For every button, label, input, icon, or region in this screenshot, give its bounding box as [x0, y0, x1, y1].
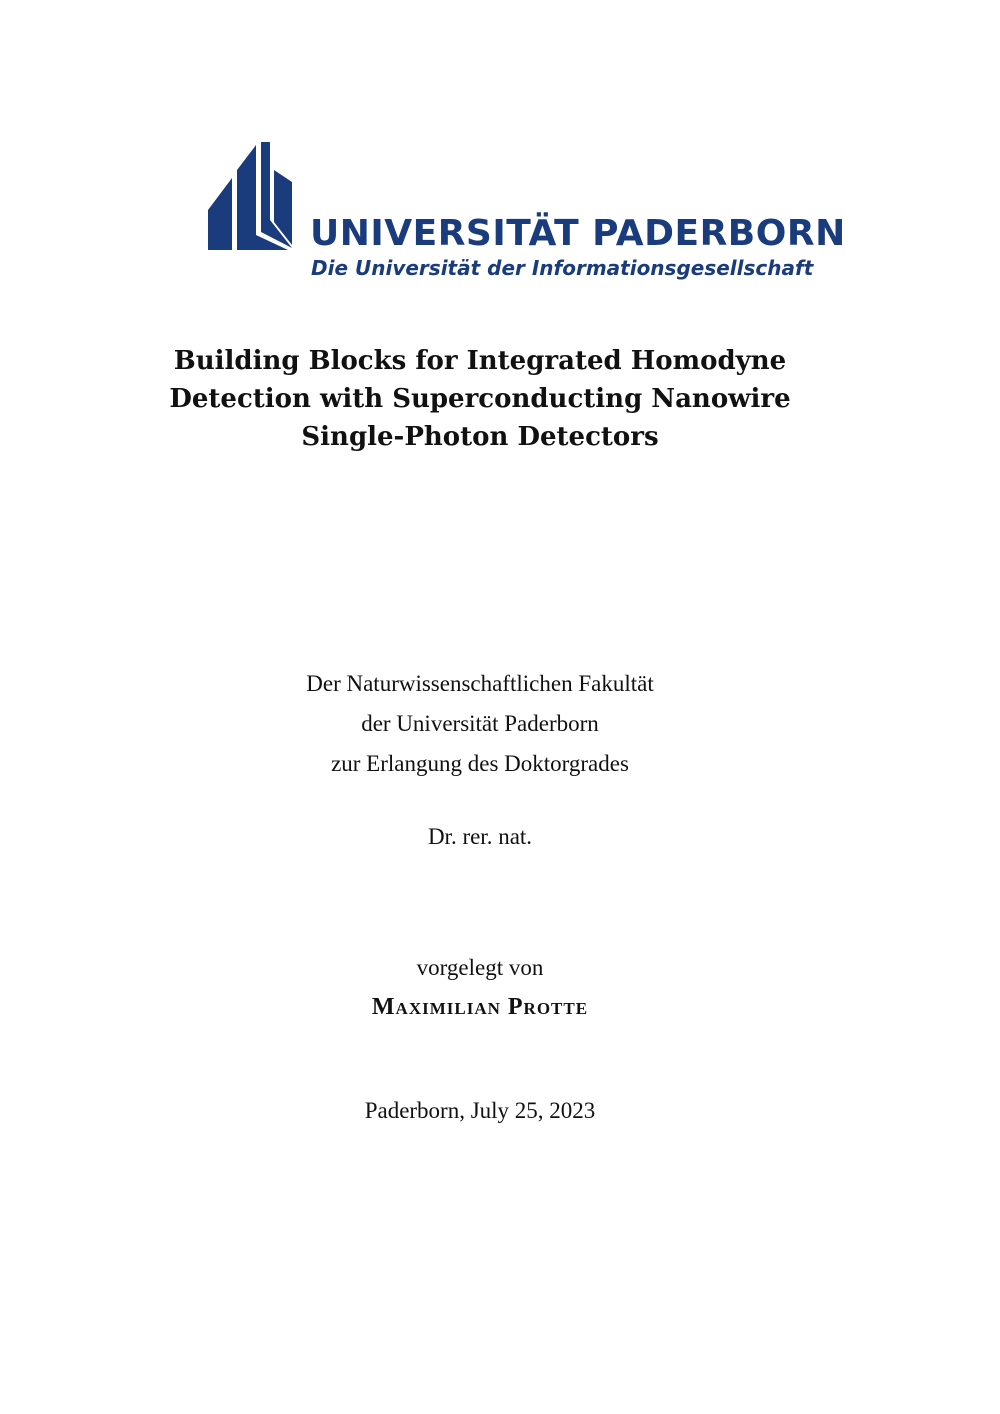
- university-name: UNIVERSITÄT PADERBORN: [310, 213, 846, 254]
- thesis-title: [130, 342, 830, 456]
- faculty-line: Der Naturwissenschaftlichen Fakultät: [306, 671, 654, 696]
- purpose-line: zur Erlangung des Doktorgrades: [331, 751, 629, 776]
- thesis-title-line: Building Blocks for Integrated Homodyne: [173, 346, 787, 376]
- university-tagline: Die Universität der Informationsgesellschaft: [311, 256, 814, 280]
- thesis-title-line: Detection with Superconducting Nanowire: [169, 384, 791, 414]
- university-line: der Universität Paderborn: [361, 711, 599, 736]
- author-name: Maximilian Protte: [371, 994, 589, 1020]
- place-date: Paderborn, July 25, 2023: [364, 1098, 596, 1123]
- degree: Dr. rer. nat.: [427, 824, 533, 849]
- university-logo-mark-icon: [208, 140, 298, 255]
- presented-by-label: vorgelegt von: [416, 955, 544, 980]
- thesis-title-line: Single-Photon Detectors: [301, 422, 659, 452]
- university-logo: [208, 140, 846, 290]
